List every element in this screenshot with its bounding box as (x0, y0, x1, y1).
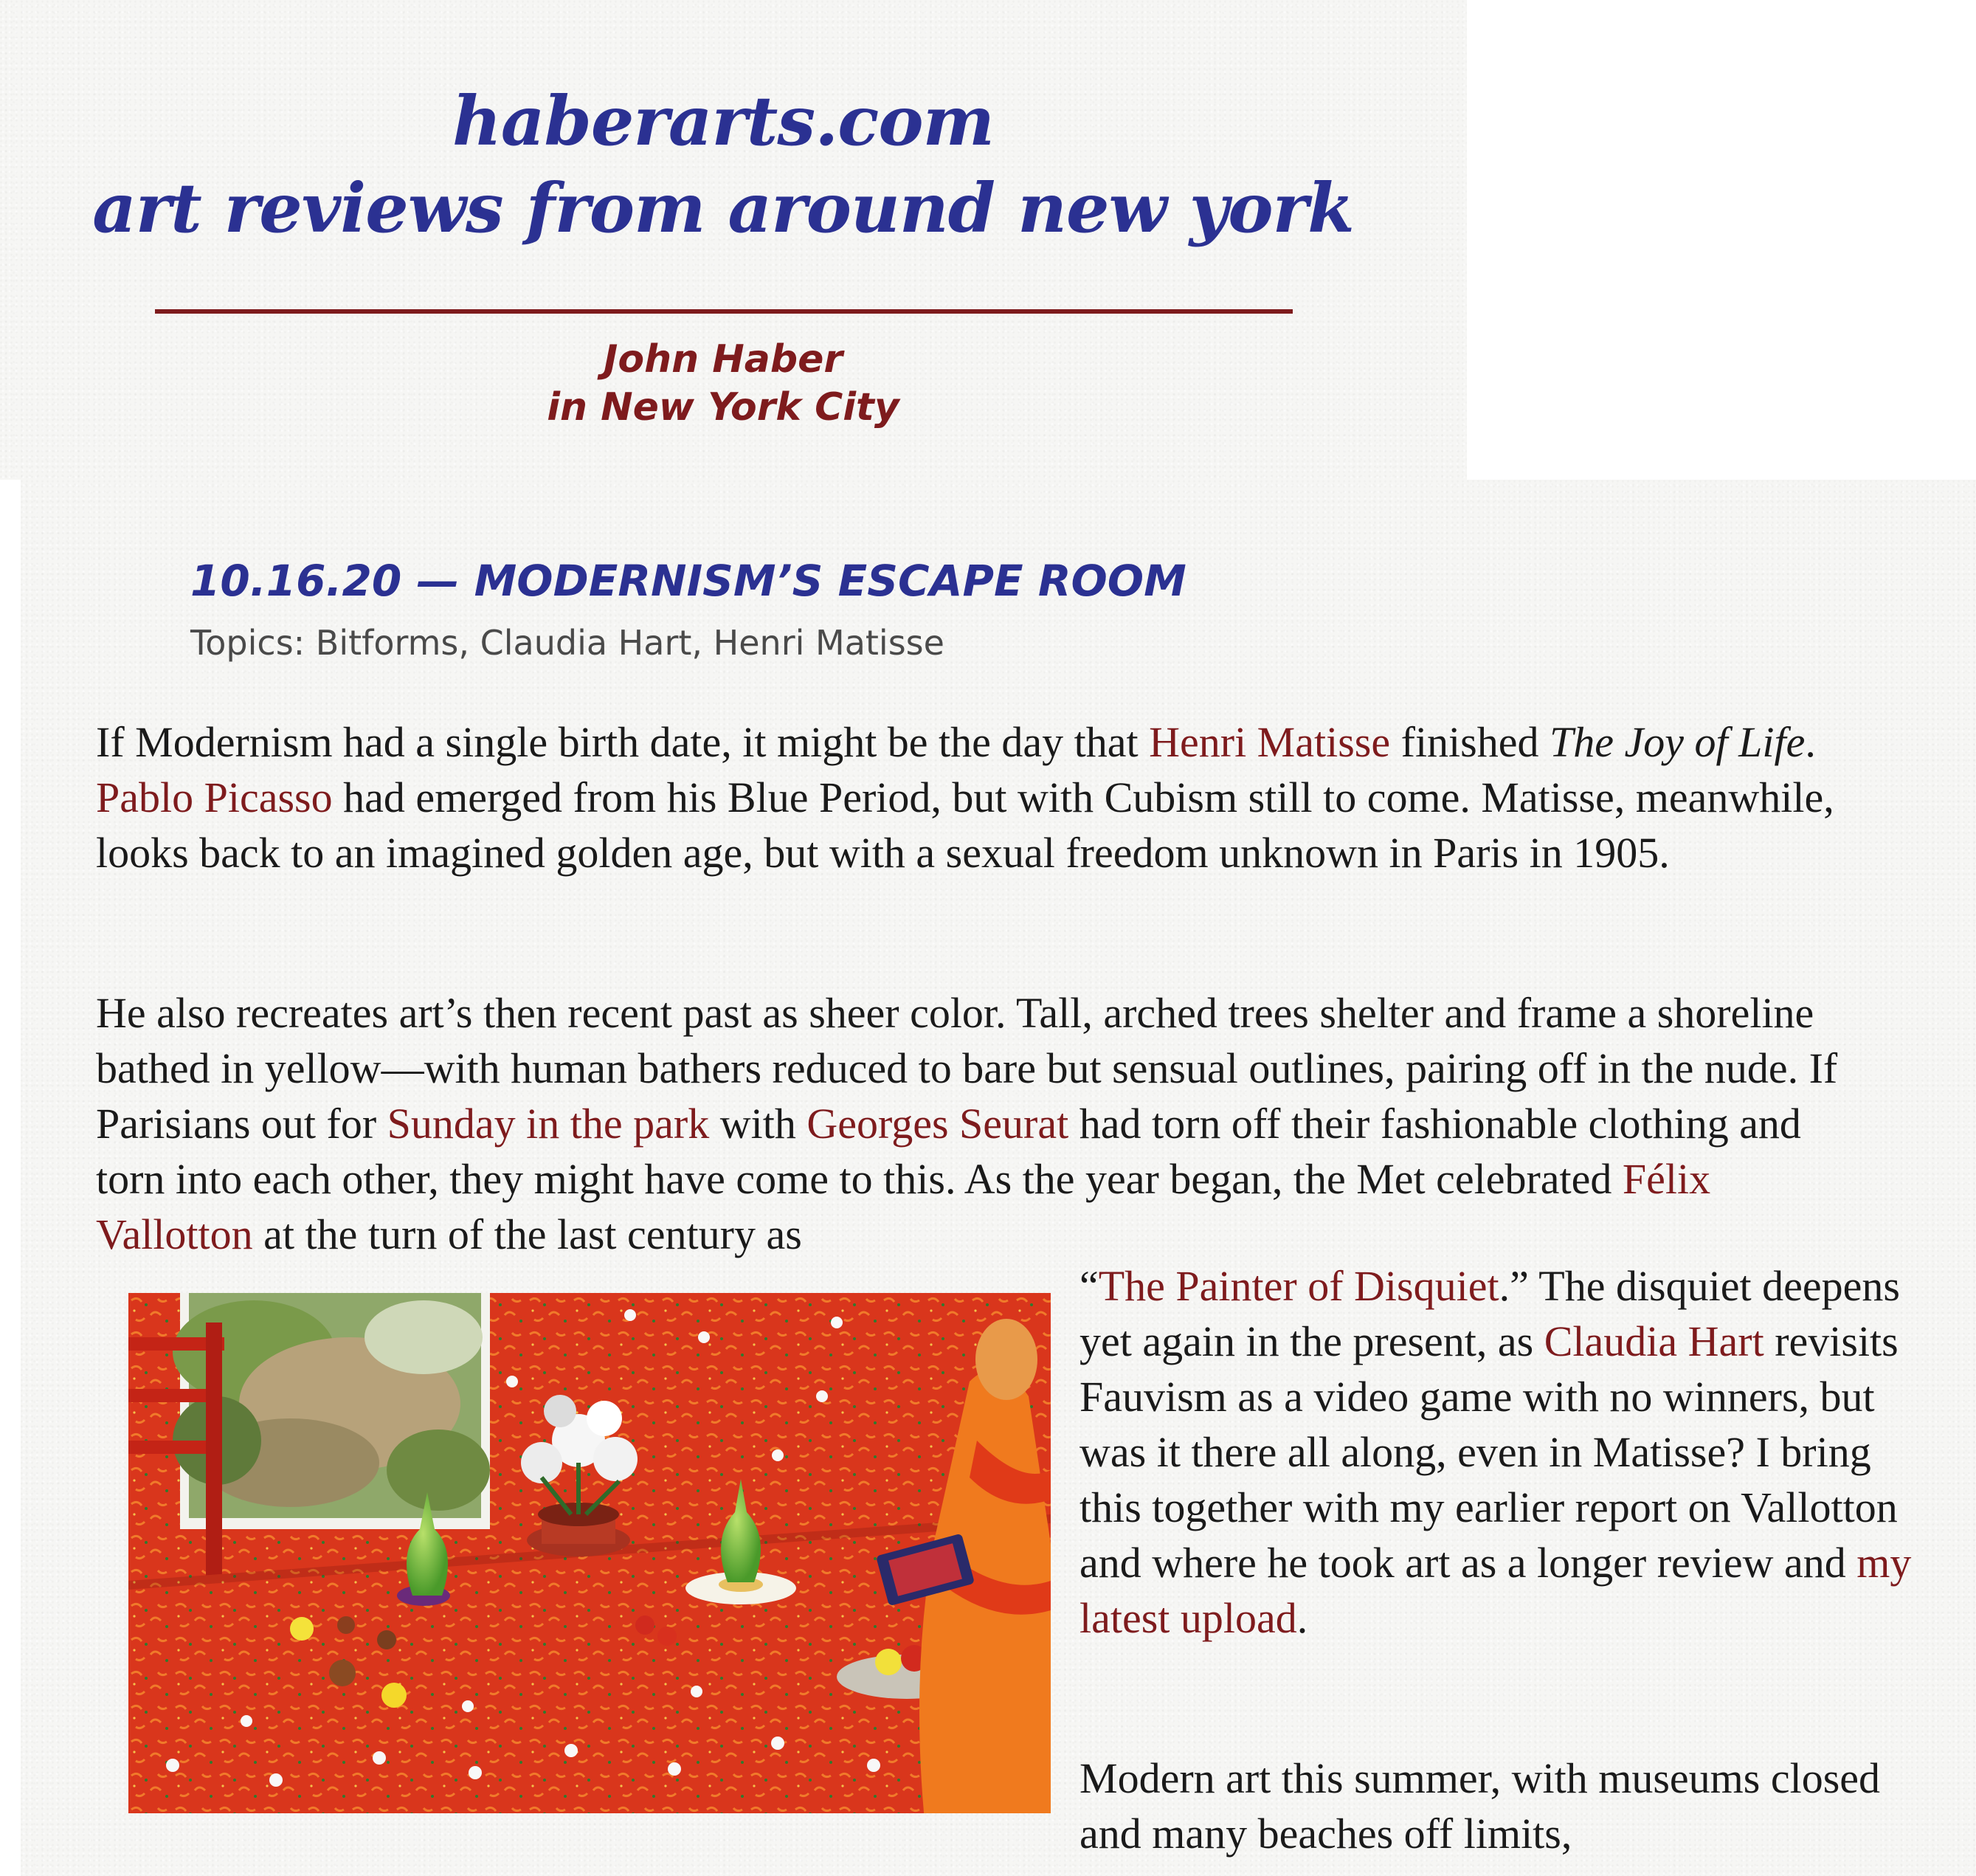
link-felix-vallotton[interactable]: Félix Vallotton (96, 1155, 1711, 1258)
artwork-title: The Joy of Life (1549, 718, 1806, 766)
topics-line (190, 623, 944, 663)
paragraph-text: He also recreates art’s then recent past as sheer color. Tall, arched trees shelter and frame a shoreline bathed in yellow—with human bathers reduced to bare but sensual outlines, pairing off in the nude. If Parisians out for (96, 989, 1838, 1148)
article-paragraph-3 (1079, 1751, 1935, 1861)
paragraph-text: If Modernism had a single birth date, it might be the day that (96, 718, 1150, 766)
author-location: in New York City (547, 385, 899, 430)
paragraph-text: with (709, 1100, 807, 1148)
link-henri-matisse[interactable]: Henri Matisse (1149, 718, 1391, 766)
topic-link-claudia-hart[interactable]: Claudia Hart (480, 623, 692, 663)
site-tagline: art reviews from around new york (92, 168, 1354, 248)
artwork-image[interactable] (128, 1293, 1051, 1813)
paragraph-text: “ (1079, 1262, 1099, 1310)
paragraph-text: at the turn of the last century as (252, 1210, 802, 1258)
paragraph-text: . (1296, 1594, 1308, 1642)
paragraph-text: had emerged from his Blue Period, but with Cubism still to come. Matisse, meanwhile, looks back to an imagined golden age, but with a sexual freedom unknown in Paris in 1905. (96, 773, 1834, 877)
topic-link-henri-matisse[interactable]: Henri Matisse (713, 623, 944, 663)
link-latest-upload[interactable]: my latest upload (1079, 1539, 1912, 1642)
link-pablo-picasso[interactable]: Pablo Picasso (96, 773, 333, 821)
link-claudia-hart[interactable]: Claudia Hart (1544, 1317, 1764, 1365)
link-sunday-in-the-park[interactable]: Sunday in the park (387, 1100, 710, 1148)
paragraph-text: revisits Fauvism as a video game with no winners, but was it there all along, even in Matisse? I bring this together with my earlier report on Vallotton and where he took art as a longer review and (1079, 1317, 1899, 1587)
paragraph-text: finished (1390, 718, 1550, 766)
title-divider (155, 309, 1293, 314)
article-heading: 10.16.20 — MODERNISM’S ESCAPE ROOM (190, 556, 1186, 606)
paragraph-text: Modern art this summer, with museums closed and many beaches off limits, (1079, 1754, 1881, 1858)
topics-separator: , (458, 623, 480, 663)
link-georges-seurat[interactable]: Georges Seurat (806, 1100, 1069, 1148)
paragraph-text: . (1805, 718, 1816, 766)
link-painter-of-disquiet[interactable]: The Painter of Disquiet (1098, 1262, 1499, 1310)
article-paragraph-1 (96, 714, 1852, 880)
topics-label: Topics: (190, 623, 316, 663)
still-life-picture (128, 1293, 1051, 1813)
topic-link-bitforms[interactable]: Bitforms (315, 623, 459, 663)
article-paragraph-2-continued (1079, 1258, 1935, 1646)
site-name[interactable]: haberarts.com (452, 81, 994, 161)
article-paragraph-2 (96, 985, 1852, 1262)
author-name: John Haber (604, 337, 843, 382)
topics-separator: , (691, 623, 714, 663)
paragraph-text: .” The disquiet deepens yet again in the present, as (1079, 1262, 1900, 1365)
paragraph-text: had torn off their fashionable clothing and torn into each other, they might have come to this. As the year began, the Met celebrated (96, 1100, 1801, 1203)
